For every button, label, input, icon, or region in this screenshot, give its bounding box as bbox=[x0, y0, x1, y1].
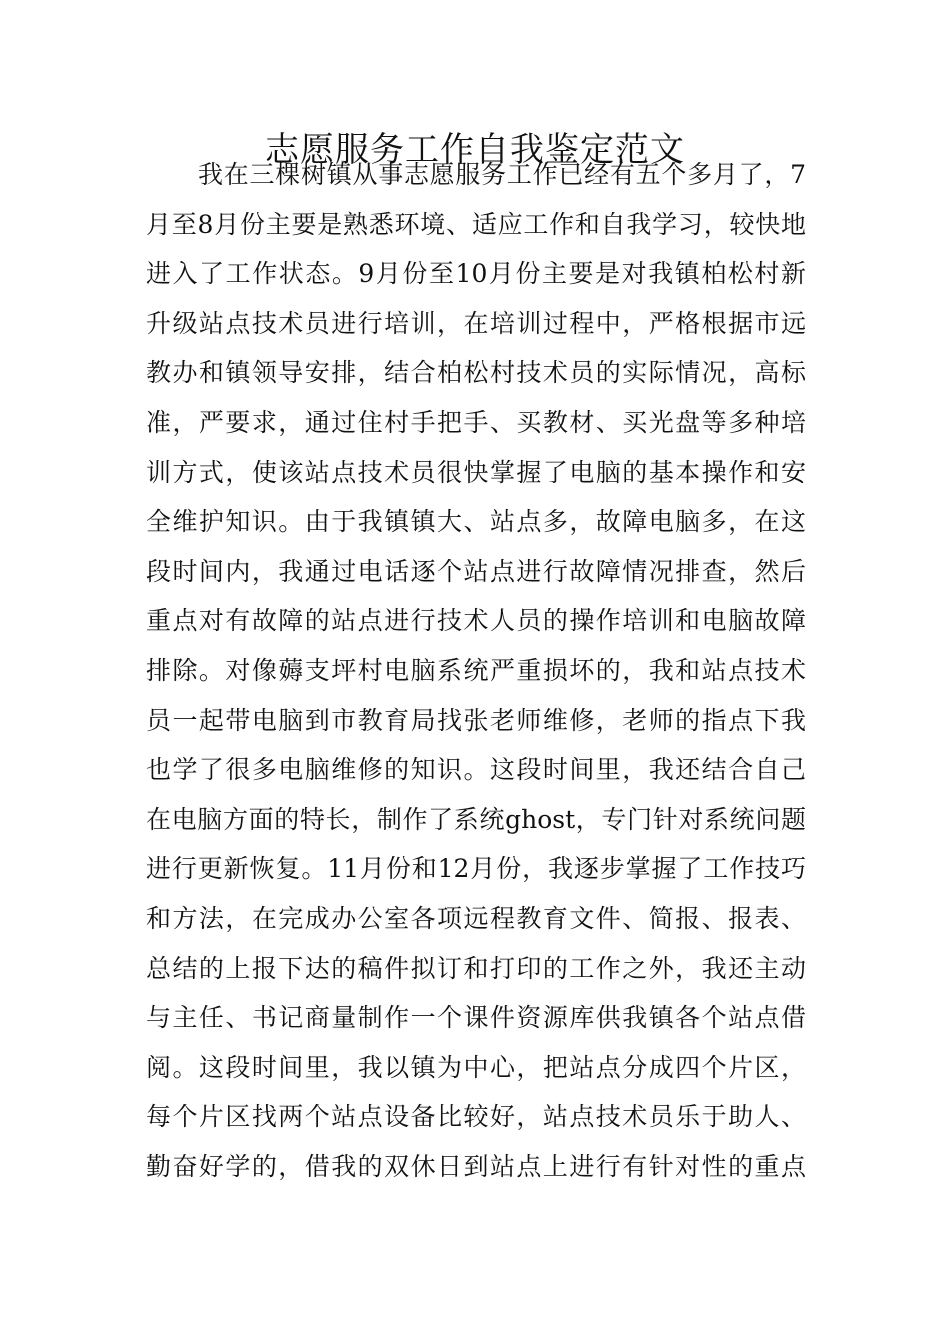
paragraph-line: 月至8月份主要是熟悉环境、适应工作和自我学习，较快地 bbox=[146, 209, 806, 239]
paragraph-line: 我在三棵树镇从事志愿服务工作已经有五个多月了，7 bbox=[198, 160, 806, 189]
paragraph-line: 升级站点技术员进行培训，在培训过程中，严格根据市远 bbox=[146, 308, 806, 338]
paragraph-line: 总结的上报下达的稿件拟订和打印的工作之外，我还主动 bbox=[146, 953, 806, 983]
paragraph-line: 在电脑方面的特长，制作了系统ghost，专门针对系统问题 bbox=[146, 804, 806, 834]
paragraph-line: 排除。对像薅支坪村电脑系统严重损坏的，我和站点技术 bbox=[146, 655, 806, 685]
paragraph-line: 段时间内，我通过电话逐个站点进行故障情况排查，然后 bbox=[146, 556, 806, 586]
paragraph-line: 和方法，在完成办公室各项远程教育文件、简报、报表、 bbox=[146, 903, 806, 933]
paragraph-line: 每个片区找两个站点设备比较好，站点技术员乐于助人、 bbox=[146, 1102, 806, 1132]
paragraph-line: 进入了工作状态。9月份至10月份主要是对我镇柏松村新 bbox=[146, 259, 806, 289]
paragraph-line: 也学了很多电脑维修的知识。这段时间里，我还结合自己 bbox=[146, 755, 806, 785]
paragraph-line: 重点对有故障的站点进行技术人员的操作培训和电脑故障 bbox=[146, 606, 806, 636]
paragraph-line: 教办和镇领导安排，结合柏松村技术员的实际情况，高标 bbox=[146, 358, 806, 388]
document-title: 志愿服务工作自我鉴定范文 bbox=[265, 130, 685, 170]
paragraph-line: 全维护知识。由于我镇镇大、站点多，故障电脑多，在这 bbox=[146, 507, 806, 537]
paragraph-line: 训方式，使该站点技术员很快掌握了电脑的基本操作和安 bbox=[146, 457, 806, 487]
paragraph-line: 准，严要求，通过住村手把手、买教材、买光盘等多种培 bbox=[146, 407, 806, 437]
paragraph-line: 员一起带电脑到市教育局找张老师维修，老师的指点下我 bbox=[146, 705, 806, 735]
paragraph-line: 进行更新恢复。11月份和12月份，我逐步掌握了工作技巧 bbox=[146, 854, 806, 884]
paragraph-line: 与主任、书记商量制作一个课件资源库供我镇各个站点借 bbox=[146, 1003, 806, 1033]
document-body bbox=[146, 150, 806, 1191]
paragraph-line: 勤奋好学的，借我的双休日到站点上进行有针对性的重点 bbox=[146, 1151, 806, 1181]
paragraph-line: 阅。这段时间里，我以镇为中心，把站点分成四个片区， bbox=[146, 1052, 806, 1082]
